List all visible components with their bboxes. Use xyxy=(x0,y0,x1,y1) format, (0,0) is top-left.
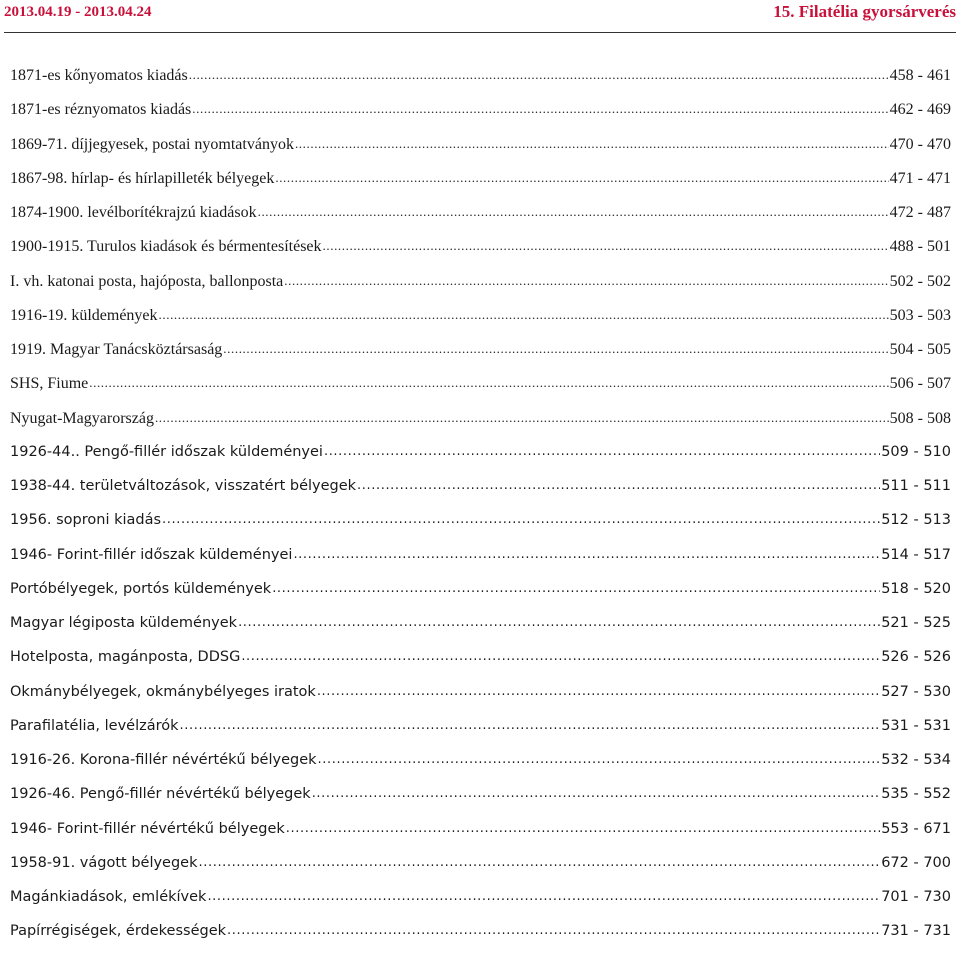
dot-leader xyxy=(284,272,888,290)
toc-entry-title: 1919. Magyar Tanácsköztársaság xyxy=(10,341,223,358)
toc-entry[interactable] xyxy=(10,512,951,546)
toc-entry-pages: 508 - 508 xyxy=(889,409,951,427)
toc-entry[interactable] xyxy=(10,581,951,615)
toc-entry-title: 1867-98. hírlap- és hírlapilleték bélyegek xyxy=(10,169,275,187)
toc-entry[interactable] xyxy=(10,238,951,272)
dot-leader xyxy=(272,580,880,596)
date-range: 2013.04.19 - 2013.04.24 xyxy=(4,4,152,20)
toc-entry[interactable] xyxy=(10,136,951,170)
toc-entry-pages: 458 - 461 xyxy=(889,67,951,84)
toc-entry[interactable] xyxy=(10,67,951,101)
toc-entry-pages: 672 - 700 xyxy=(881,854,951,871)
toc-entry-pages: 526 - 526 xyxy=(881,649,951,666)
dot-leader xyxy=(238,614,880,630)
toc-entry[interactable] xyxy=(10,273,951,307)
toc-entry-pages: 504 - 505 xyxy=(889,341,951,358)
dot-leader xyxy=(227,922,880,938)
dot-leader xyxy=(286,820,880,836)
toc-entry[interactable] xyxy=(10,615,951,649)
page-header xyxy=(4,0,956,33)
toc-entry-pages: 535 - 552 xyxy=(881,786,951,803)
toc-entry-pages: 521 - 525 xyxy=(881,615,951,631)
dot-leader xyxy=(155,409,889,427)
toc-entry[interactable] xyxy=(10,718,951,752)
toc-entry-title: SHS, Fiume xyxy=(10,375,89,393)
dot-leader xyxy=(241,648,880,664)
table-of-contents xyxy=(10,67,951,958)
dot-leader xyxy=(159,306,889,324)
toc-entry-pages: 511 - 511 xyxy=(881,478,951,494)
dot-leader xyxy=(275,169,888,187)
toc-entry-pages: 514 - 517 xyxy=(881,546,951,563)
dot-leader xyxy=(317,683,880,699)
toc-entry-title: I. vh. katonai posta, hajóposta, ballonposta xyxy=(10,272,284,290)
toc-entry[interactable] xyxy=(10,547,951,581)
toc-entry-title: 1916-19. küldemények xyxy=(10,306,158,324)
toc-entry-title: Portóbélyegek, portós küldemények xyxy=(10,580,272,597)
toc-entry[interactable] xyxy=(10,821,951,855)
toc-entry-title: 1946- Forint-fillér időszak küldeményei xyxy=(10,546,293,563)
toc-entry-title: Okmánybélyegek, okmánybélyeges iratok xyxy=(10,683,316,700)
toc-entry-title: Magyar légiposta küldemények xyxy=(10,615,238,631)
toc-entry-pages: 502 - 502 xyxy=(889,272,951,290)
toc-entry[interactable] xyxy=(10,101,951,135)
toc-entry[interactable] xyxy=(10,889,951,923)
toc-entry[interactable] xyxy=(10,786,951,820)
toc-entry-title: Hotelposta, magánposta, DDSG xyxy=(10,649,241,666)
toc-entry[interactable] xyxy=(10,204,951,238)
toc-entry[interactable] xyxy=(10,478,951,512)
toc-entry-title: 1871-es réznyomatos kiadás xyxy=(10,101,192,119)
toc-entry[interactable] xyxy=(10,923,951,957)
toc-entry-pages: 518 - 520 xyxy=(881,580,951,597)
toc-entry[interactable] xyxy=(10,410,951,444)
dot-leader xyxy=(180,717,881,733)
dot-leader xyxy=(258,203,889,221)
toc-entry-title: Papírrégiségek, érdekességek xyxy=(10,923,227,940)
dot-leader xyxy=(162,511,880,527)
toc-entry-title: 1946- Forint-fillér névértékű bélyegek xyxy=(10,820,285,837)
toc-entry[interactable] xyxy=(10,170,951,204)
toc-entry[interactable] xyxy=(10,684,951,718)
toc-entry[interactable] xyxy=(10,375,951,409)
toc-entry[interactable] xyxy=(10,341,951,375)
dot-leader xyxy=(199,854,881,870)
toc-entry-pages: 731 - 731 xyxy=(881,923,951,940)
toc-entry-pages: 701 - 730 xyxy=(881,889,951,905)
toc-entry-pages: 527 - 530 xyxy=(881,683,951,700)
toc-entry-pages: 532 - 534 xyxy=(881,752,951,768)
toc-entry-title: 1956. soproni kiadás xyxy=(10,512,162,529)
toc-entry-title: 1869-71. díjjegyesek, postai nyomtatványok xyxy=(10,135,294,153)
dot-leader xyxy=(357,477,880,493)
toc-entry-title: 1938-44. területváltozások, visszatért bélyegek xyxy=(10,478,357,494)
toc-entry-title: Parafilatélia, levélzárók xyxy=(10,717,179,734)
toc-entry-pages: 506 - 507 xyxy=(889,375,951,393)
toc-entry-title: 1900-1915. Turulos kiadások és bérmentesítések xyxy=(10,238,322,256)
page-title: 15. Filatélia gyorsárverés xyxy=(773,2,956,21)
toc-entry-pages: 472 - 487 xyxy=(889,204,951,221)
toc-entry-pages: 509 - 510 xyxy=(881,443,951,460)
toc-entry[interactable] xyxy=(10,649,951,683)
toc-entry[interactable] xyxy=(10,307,951,341)
toc-entry-title: Nyugat-Magyarország xyxy=(10,409,154,427)
dot-leader xyxy=(207,888,880,904)
toc-entry-title: 1926-44.. Pengő-fillér időszak küldeményei xyxy=(10,443,323,460)
toc-entry[interactable] xyxy=(10,855,951,889)
dot-leader xyxy=(318,751,881,767)
dot-leader xyxy=(223,340,888,358)
toc-entry-pages: 462 - 469 xyxy=(889,101,951,119)
toc-entry[interactable] xyxy=(10,444,951,478)
dot-leader xyxy=(189,66,889,84)
dot-leader xyxy=(192,100,888,118)
toc-entry-pages: 471 - 471 xyxy=(889,169,951,187)
toc-entry[interactable] xyxy=(10,752,951,786)
toc-entry-pages: 531 - 531 xyxy=(881,717,951,734)
toc-entry-pages: 553 - 671 xyxy=(881,820,951,837)
toc-entry-pages: 512 - 513 xyxy=(881,512,951,529)
dot-leader xyxy=(323,237,889,255)
toc-entry-title: 1871-es kőnyomatos kiadás xyxy=(10,67,188,84)
dot-leader xyxy=(89,374,888,392)
toc-entry-pages: 488 - 501 xyxy=(889,238,951,256)
dot-leader xyxy=(324,443,880,459)
toc-entry-title: 1958-91. vágott bélyegek xyxy=(10,854,198,871)
dot-leader xyxy=(293,546,880,562)
toc-entry-pages: 470 - 470 xyxy=(889,135,951,153)
toc-entry-title: 1926-46. Pengő-fillér névértékű bélyegek xyxy=(10,786,311,803)
dot-leader xyxy=(312,785,881,801)
toc-entry-title: Magánkiadások, emlékívek xyxy=(10,889,207,905)
toc-entry-title: 1916-26. Korona-fillér névértékű bélyegek xyxy=(10,752,317,768)
toc-entry-pages: 503 - 503 xyxy=(889,306,951,324)
dot-leader xyxy=(295,135,889,153)
toc-entry-title: 1874-1900. levélborítékrajzú kiadások xyxy=(10,204,257,221)
